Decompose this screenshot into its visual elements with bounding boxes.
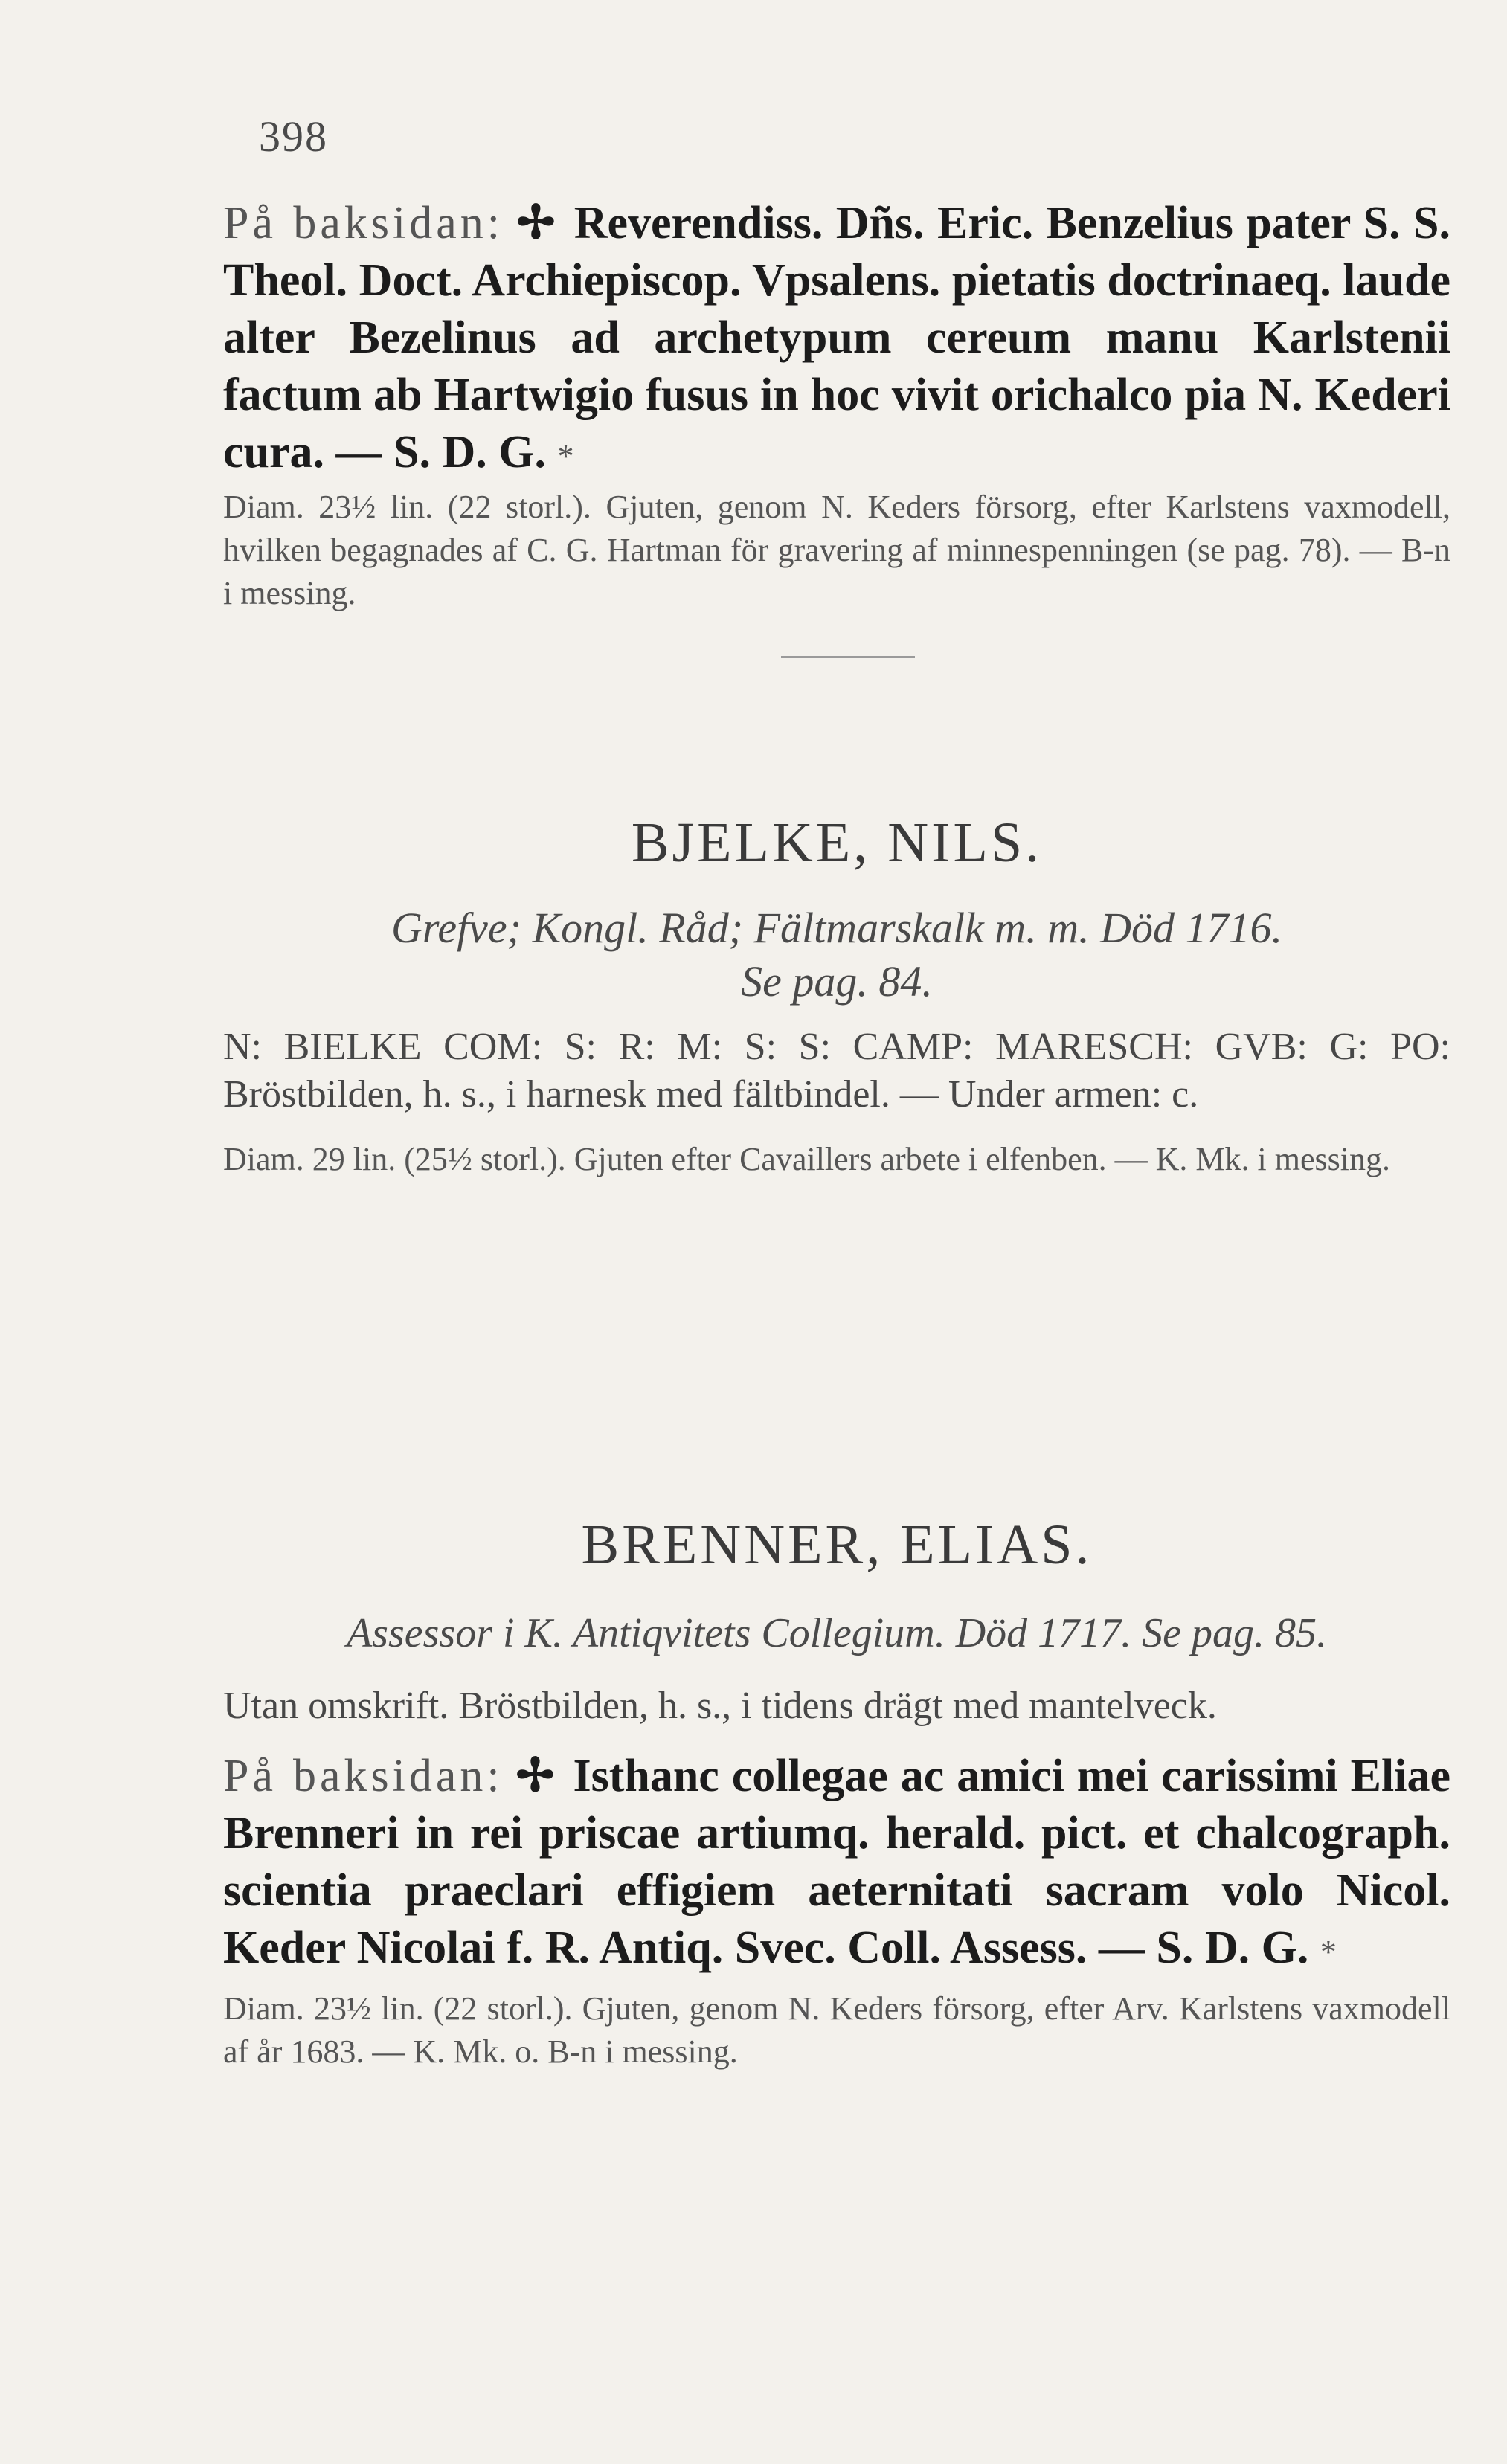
medal-description: Utan omskrift. Bröstbilden, h. s., i tidens drägt med mantelveck. <box>223 1685 1217 1727</box>
cross-icon: ✢ <box>516 198 556 248</box>
medal-note: Diam. 23½ lin. (22 storl.). Gjuten, genom N. Keders försorg, efter Arv. Karlstens vaxmodell af år 1683. — K. Mk. o. B-n i messing. <box>223 1990 1450 2070</box>
entry-bjelke-body <box>223 1023 1450 1181</box>
entry-brenner-body <box>223 1682 1450 2074</box>
medal-note: Diam. 29 lin. (25½ storl.). Gjuten efter Cavaillers arbete i elfenben. — K. Mk. i messing. <box>223 1141 1390 1177</box>
entry-subtitle-bjelke: Grefve; Kongl. Råd; Fältmarskalk m. m. Död 1716. <box>391 904 1282 952</box>
reverse-inscription <box>223 195 1450 481</box>
entry-heading-bjelke: BJELKE, NILS. <box>631 811 1043 874</box>
latin-inscription: Isthanc collegae ac amici mei carissimi Eliae Brenneri in rei priscae artiumq. herald. pict. et chalcograph. scientia praeclari effigiem aeternitati sacram volo Nicol. Keder Nicolai f. R. Antiq. Svec. Coll. Assess. — S. D. G. <box>223 1751 1451 1973</box>
section-divider <box>781 656 915 658</box>
asterisk-mark: * <box>1320 1934 1337 1970</box>
page-number: 398 <box>259 112 328 161</box>
reverse-intro-label: På baksidan: <box>223 1751 504 1801</box>
entry-benzelius-reverse <box>223 195 1450 615</box>
reverse-intro-label: På baksidan: <box>223 198 504 248</box>
medal-inscription: N: BIELKE COM: S: R: M: S: S: CAMP: MARESCH: GVB: G: PO: Bröstbilden, h. s., i harnesk med fältbindel. — Under armen: c. <box>223 1026 1450 1116</box>
reverse-inscription <box>223 1748 1450 1977</box>
latin-inscription: Reverendiss. Dñs. Eric. Benzelius pater S. S. Theol. Doct. Archiepiscop. Vpsalens. pietatis doctrinaeq. laude alter Bezelinus ad archetypum cereum manu Karlstenii factum ab Hartwigio fusus in hoc vivit orichalco pia N. Kederi cura. — S. D. G. <box>223 198 1451 477</box>
medal-note: Diam. 23½ lin. (22 storl.). Gjuten, genom N. Keders försorg, efter Karlstens vaxmodell, hvilken begagnades af C. G. Hartman för gravering af minnespenningen (se pag. 78). — B-n i messing. <box>223 489 1450 611</box>
entry-heading-brenner: BRENNER, ELIAS. <box>581 1514 1093 1576</box>
entry-page-ref-bjelke: Se pag. 84. <box>741 957 933 1006</box>
cross-icon: ✢ <box>515 1751 555 1801</box>
entry-subtitle-brenner: Assessor i K. Antiqvitets Collegium. Död 1717. Se pag. 85. <box>346 1610 1328 1656</box>
asterisk-mark: * <box>557 438 574 475</box>
